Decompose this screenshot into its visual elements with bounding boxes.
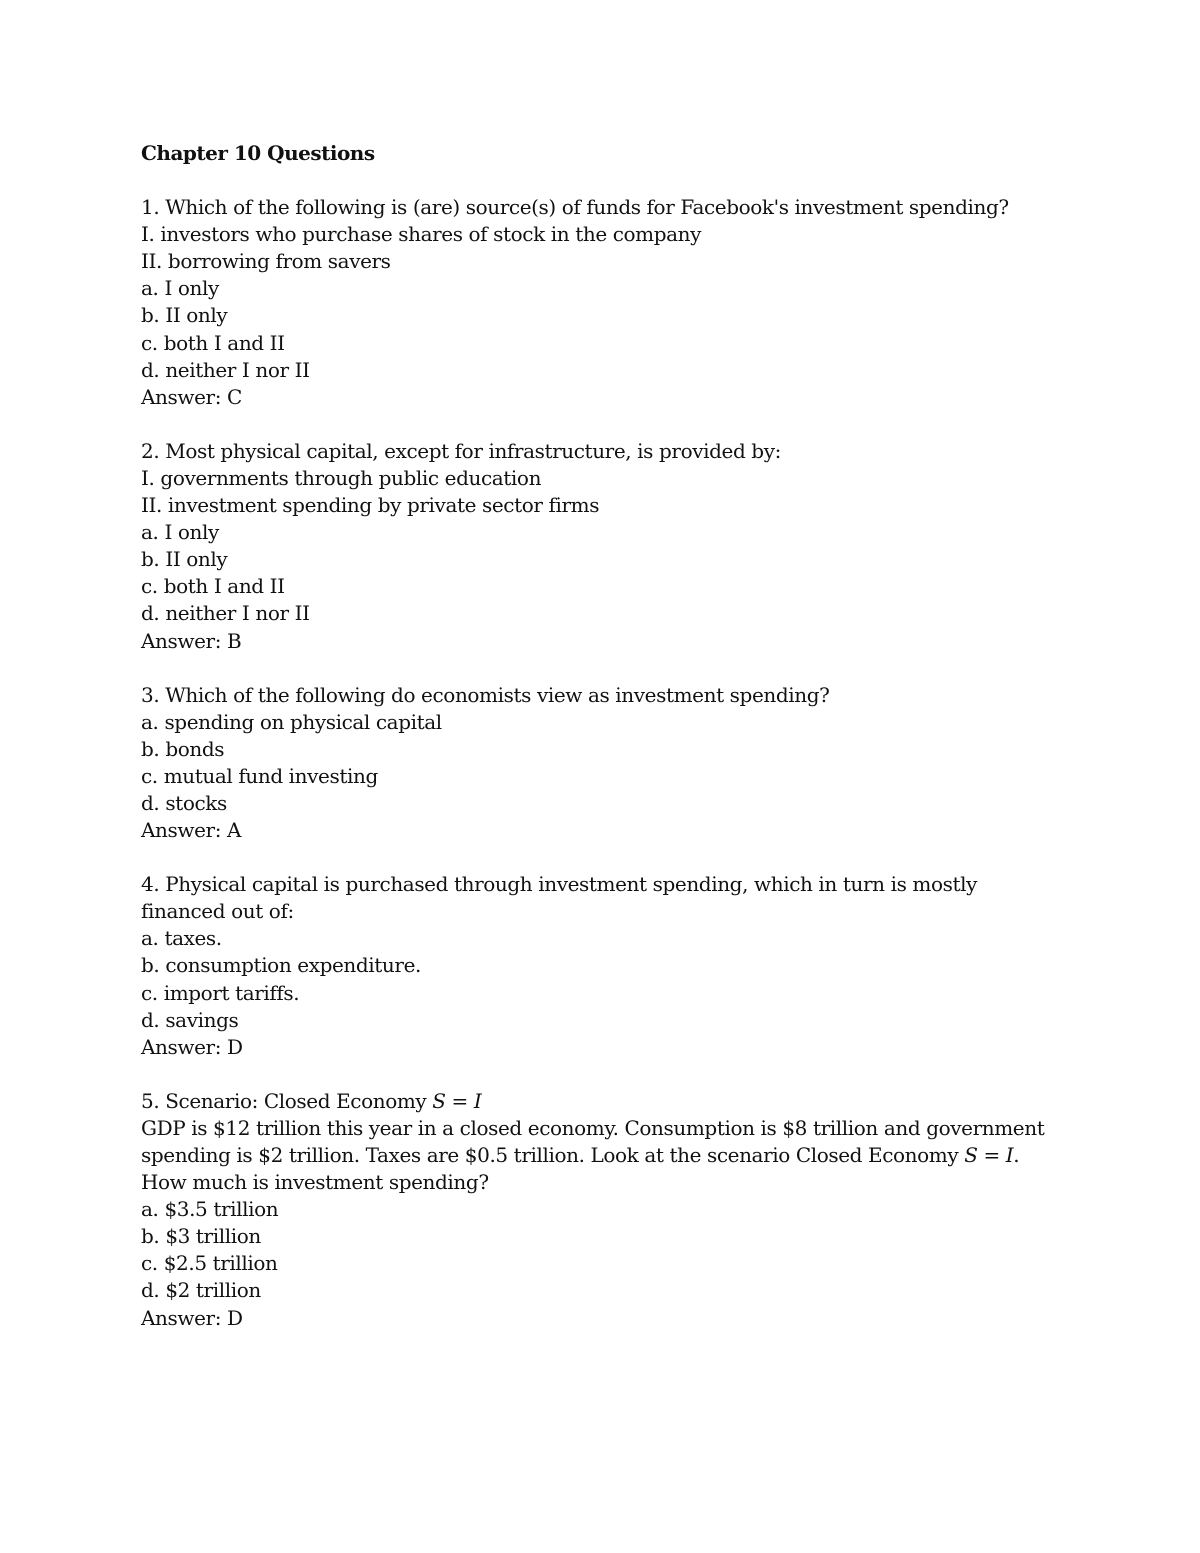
answer: Answer: B — [141, 628, 242, 653]
question-stem: 4. Physical capital is purchased through investment spending, which in turn is mostly financed out of: — [141, 872, 978, 924]
option-a: a. I only — [141, 520, 219, 545]
answer: Answer: C — [141, 384, 242, 409]
statement: I. investors who purchase shares of stock in the company — [141, 222, 702, 247]
question-stem: 2. Most physical capital, except for infrastructure, is provided by: — [141, 438, 781, 463]
answer: Answer: D — [141, 1305, 243, 1330]
question-stem: 1. Which of the following is (are) source(s) of funds for Facebook's investment spending? — [141, 195, 1009, 220]
equation: S = I — [432, 1088, 482, 1113]
scenario-text — [141, 1115, 1061, 1196]
option-a: a. spending on physical capital — [141, 709, 442, 734]
option-c: c. import tariffs. — [141, 980, 300, 1005]
question-stem — [141, 1088, 1061, 1115]
option-a: a. $3.5 trillion — [141, 1197, 279, 1222]
question-3 — [141, 682, 1061, 845]
option-d: d. savings — [141, 1007, 239, 1032]
question-2 — [141, 438, 1061, 655]
option-b: b. $3 trillion — [141, 1224, 261, 1249]
option-a: a. I only — [141, 276, 219, 301]
answer: Answer: D — [141, 1034, 243, 1059]
statement: II. borrowing from savers — [141, 249, 391, 274]
option-c: c. mutual fund investing — [141, 763, 378, 788]
statement: I. governments through public education — [141, 465, 542, 490]
option-c: c. both I and II — [141, 330, 285, 355]
option-d: d. neither I nor II — [141, 601, 310, 626]
option-d: d. neither I nor II — [141, 357, 310, 382]
document-title: Chapter 10 Questions — [141, 141, 375, 165]
option-c: c. both I and II — [141, 574, 285, 599]
answer: Answer: A — [141, 818, 242, 843]
option-a: a. taxes. — [141, 926, 222, 951]
question-5 — [141, 1088, 1061, 1332]
document-page — [141, 140, 1061, 1359]
option-b: b. consumption expenditure. — [141, 953, 421, 978]
option-b: b. II only — [141, 303, 228, 328]
equation: S = I — [964, 1143, 1014, 1167]
option-d: d. stocks — [141, 790, 227, 815]
option-c: c. $2.5 trillion — [141, 1251, 278, 1276]
question-stem: 3. Which of the following do economists view as investment spending? — [141, 682, 830, 707]
stem-text: 5. Scenario: Closed Economy — [141, 1088, 433, 1113]
option-b: b. II only — [141, 547, 228, 572]
question-1 — [141, 194, 1061, 411]
option-d: d. $2 trillion — [141, 1278, 261, 1303]
statement: II. investment spending by private sector firms — [141, 493, 600, 518]
question-4 — [141, 871, 1061, 1061]
option-b: b. bonds — [141, 736, 225, 761]
scenario-question: . How much is investment spending? — [141, 1143, 1020, 1195]
scenario-body: GDP is $12 trillion this year in a closed economy. Consumption is $8 trillion and government spending is $2 trillion. Taxes are $0.5 trillion. Look at the scenario Closed Economy — [141, 1115, 1045, 1167]
